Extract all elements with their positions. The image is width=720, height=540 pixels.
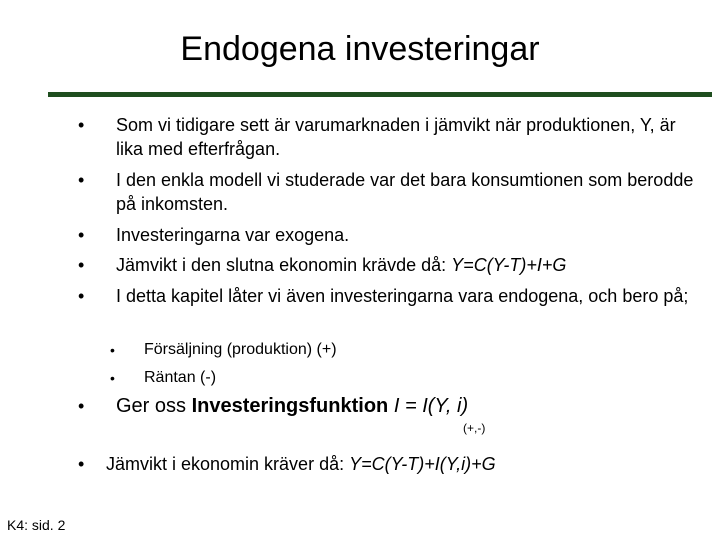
bullet-text: I den enkla modell vi studerade var det bara konsumtionen som berodde på inkomsten. — [116, 170, 694, 214]
bullet-marker: • — [78, 396, 85, 416]
equilibrium-equation: Y=C(Y-T)+I+G — [451, 255, 567, 275]
sign-annotation: (+,-) — [463, 421, 486, 435]
bullet-text: Som vi tidigare sett är varumarknaden i jämvikt när produktionen, Y, är lika med efterfrågan. — [116, 115, 676, 159]
investment-prefix: Ger oss — [116, 395, 192, 417]
equilibrium-equation: Y=C(Y-T)+I(Y,i)+G — [349, 454, 496, 474]
sub-bullet-text: Försäljning (produktion) (+) — [144, 341, 337, 358]
bullet-text: Investeringarna var exogena. — [116, 225, 350, 245]
slide-footer: K4: sid. 2 — [7, 517, 66, 533]
bullet-marker: • — [110, 342, 115, 358]
bullet-marker: • — [78, 225, 85, 245]
bullet-marker: • — [78, 454, 85, 474]
equation-prefix: Jämvikt i den slutna ekonomin krävde då: — [116, 255, 452, 275]
slide-title: Endogena investeringar — [180, 30, 540, 68]
bullet-marker: • — [78, 115, 85, 135]
bullet-text — [116, 394, 696, 418]
sub-bullet-text: Räntan (-) — [144, 369, 217, 386]
bullet-marker: • — [78, 255, 85, 275]
equation-prefix: Jämvikt i ekonomin kräver då: — [106, 454, 350, 474]
investment-function-label: Investeringsfunktion — [191, 395, 389, 417]
bullet-text — [116, 253, 696, 277]
bullet-text — [106, 452, 686, 476]
investment-function-formula: I = I(Y, i) — [393, 395, 469, 417]
bullet-text: I detta kapitel låter vi även investeringarna vara endogena, och bero på; — [116, 286, 689, 306]
bullet-marker: • — [78, 286, 85, 306]
bullet-marker: • — [110, 370, 115, 386]
title-divider — [48, 92, 712, 97]
bullet-marker: • — [78, 170, 85, 190]
